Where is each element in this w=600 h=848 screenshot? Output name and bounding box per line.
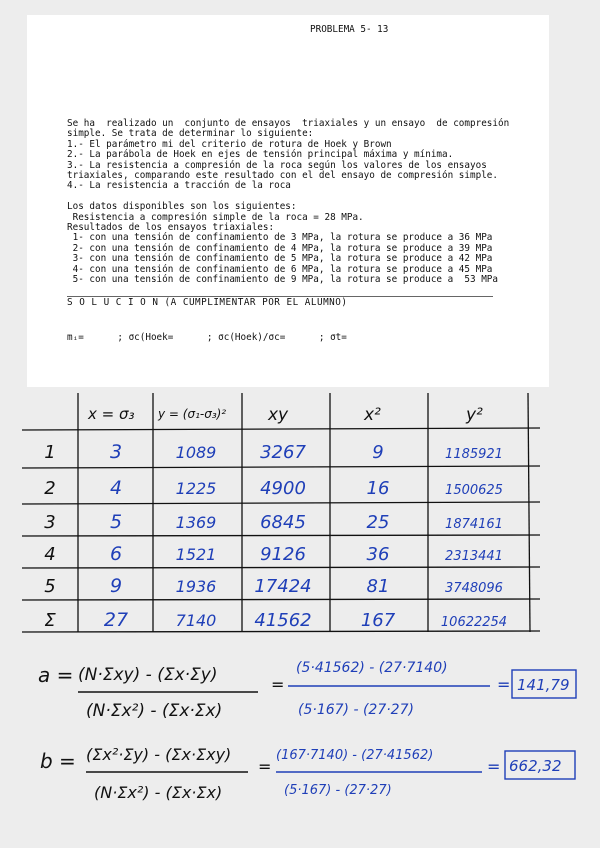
table-cell-x2: 167 [360, 610, 396, 631]
table-cell-x: 27 [103, 609, 129, 631]
table-cell-y: 1225 [175, 479, 217, 498]
formula-b-numerator: (Σx²·Σy) - (Σx·Σxy) [86, 745, 232, 764]
problem-line: 4- con una tensión de confinamiento de 6 MPa, la rotura se produce a 45 MPa [67, 263, 493, 275]
formula-b-equals-2: = [487, 757, 501, 776]
formula-a-result: 141,79 [517, 676, 570, 694]
table-cell-xy: 4900 [260, 478, 306, 499]
formula-a-denominator: (N·Σx²) - (Σx·Σx) [86, 701, 223, 721]
problem-title: PROBLEMA 5- 13 [310, 24, 389, 35]
problem-line: Resistencia a compresión simple de la roca = 28 MPa. [67, 211, 364, 223]
table-cell-x: 6 [109, 543, 123, 565]
header-x: x = σ₃ [88, 405, 135, 423]
table-cell-y2: 2313441 [445, 549, 503, 564]
table-cell-y2: 1185921 [445, 447, 503, 462]
table-cell-n: 5 [44, 576, 56, 597]
header-y: y = (σ₁-σ₃)² [158, 407, 227, 421]
problem-line: 3.- La resistencia a compresión de la roca según los valores de los ensayos [67, 159, 487, 171]
table-cell-n: 3 [44, 512, 56, 533]
formula-a-lhs: a = [38, 663, 74, 687]
formula-a [38, 660, 576, 721]
formula-b-num-substituted: (167·7140) - (27·41562) [276, 748, 434, 763]
table-cell-y2: 3748096 [445, 581, 503, 596]
table-cell-x: 9 [109, 575, 123, 597]
table-cell-y: 7140 [175, 611, 217, 630]
table-cell-xy: 17424 [254, 576, 312, 597]
table-cell-n: Σ [44, 610, 56, 631]
table-cell-x: 4 [109, 477, 123, 499]
problem-line: Los datos disponibles son los siguientes: [67, 201, 297, 213]
formula-b-result: 662,32 [509, 757, 562, 775]
problem-line: simple. Se trata de determinar lo siguiente: [67, 128, 314, 140]
header-xy: xy [268, 405, 289, 425]
table-cell-y2: 1500625 [445, 483, 503, 498]
table-cell-n: 4 [44, 544, 56, 565]
solution-heading: S O L U C I O N (A CUMPLIMENTAR POR EL ALUMNO) [67, 297, 348, 308]
formula-a-equals: = [271, 675, 285, 694]
table-cell-y2: 10622254 [440, 615, 508, 630]
table-cell-n: 1 [44, 442, 56, 463]
problem-line: Resultados de los ensayos triaxiales: [67, 222, 275, 234]
table-cell-xy: 6845 [260, 512, 306, 533]
problem-line: 1- con una tensión de confinamiento de 3 MPa, la rotura se produce a 36 MPa [67, 232, 493, 244]
table-cell-x2: 16 [366, 478, 390, 499]
table-cell-x2: 81 [366, 576, 390, 597]
formula-b [40, 745, 575, 802]
table-cell-y: 1369 [175, 513, 217, 532]
formula-b-den-substituted: (5·167) - (27·27) [284, 783, 392, 798]
table-cell-x2: 9 [372, 442, 384, 463]
table-cell-x: 3 [109, 441, 123, 463]
formula-b-denominator: (N·Σx²) - (Σx·Σx) [94, 783, 223, 802]
problem-line: 4.- La resistencia a tracción de la roca [67, 180, 291, 192]
table-cell-y: 1521 [175, 545, 217, 564]
formula-a-equals-2: = [497, 675, 511, 694]
problem-line: 3- con una tensión de confinamiento de 5 MPa, la rotura se produce a 42 MPa [67, 253, 493, 265]
problem-line: 1.- El parámetro mi del criterio de rotura de Hoek y Brown [67, 138, 392, 150]
table-cell-x2: 36 [366, 544, 390, 565]
problem-line: 2- con una tensión de confinamiento de 4 MPa, la rotura se produce a 39 MPa [67, 242, 493, 254]
formula-a-numerator: (N·Σxy) - (Σx·Σy) [78, 665, 218, 685]
formula-a-den-substituted: (5·167) - (27·27) [298, 702, 414, 718]
header-x2: x² [364, 405, 381, 425]
table-cell-x2: 25 [366, 512, 390, 533]
table-cell-y2: 1874161 [445, 517, 503, 532]
results-line: mᵢ= ; σc(Hoek= ; σc(Hoek)/σc= ; σt= [67, 332, 347, 343]
formula-b-lhs: b = [40, 749, 76, 773]
table-cell-xy: 41562 [254, 610, 312, 631]
table-cell-xy: 9126 [260, 544, 306, 565]
table-cell-y: 1089 [175, 443, 217, 462]
table-headers [87, 405, 483, 425]
problem-line: 5- con una tensión de confinamiento de 9 MPa, la rotura se produce a 53 MPa [67, 274, 498, 286]
problem-line: triaxiales, comparando este resultado con el del ensayo de compresión simple. [67, 170, 498, 182]
problem-line: 2.- La parábola de Hoek en ejes de tensión principal máxima y mínima. [67, 149, 454, 161]
table-cell-x: 5 [109, 511, 123, 533]
table-cell-n: 2 [44, 478, 56, 499]
problem-line: Se ha realizado un conjunto de ensayos triaxiales y un ensayo de compresión [67, 118, 510, 129]
formula-a-num-substituted: (5·41562) - (27·7140) [296, 660, 448, 676]
table-cell-xy: 3267 [260, 442, 306, 463]
header-y2: y² [466, 405, 483, 425]
formula-b-equals: = [258, 757, 272, 776]
table-cell-y: 1936 [175, 577, 217, 596]
